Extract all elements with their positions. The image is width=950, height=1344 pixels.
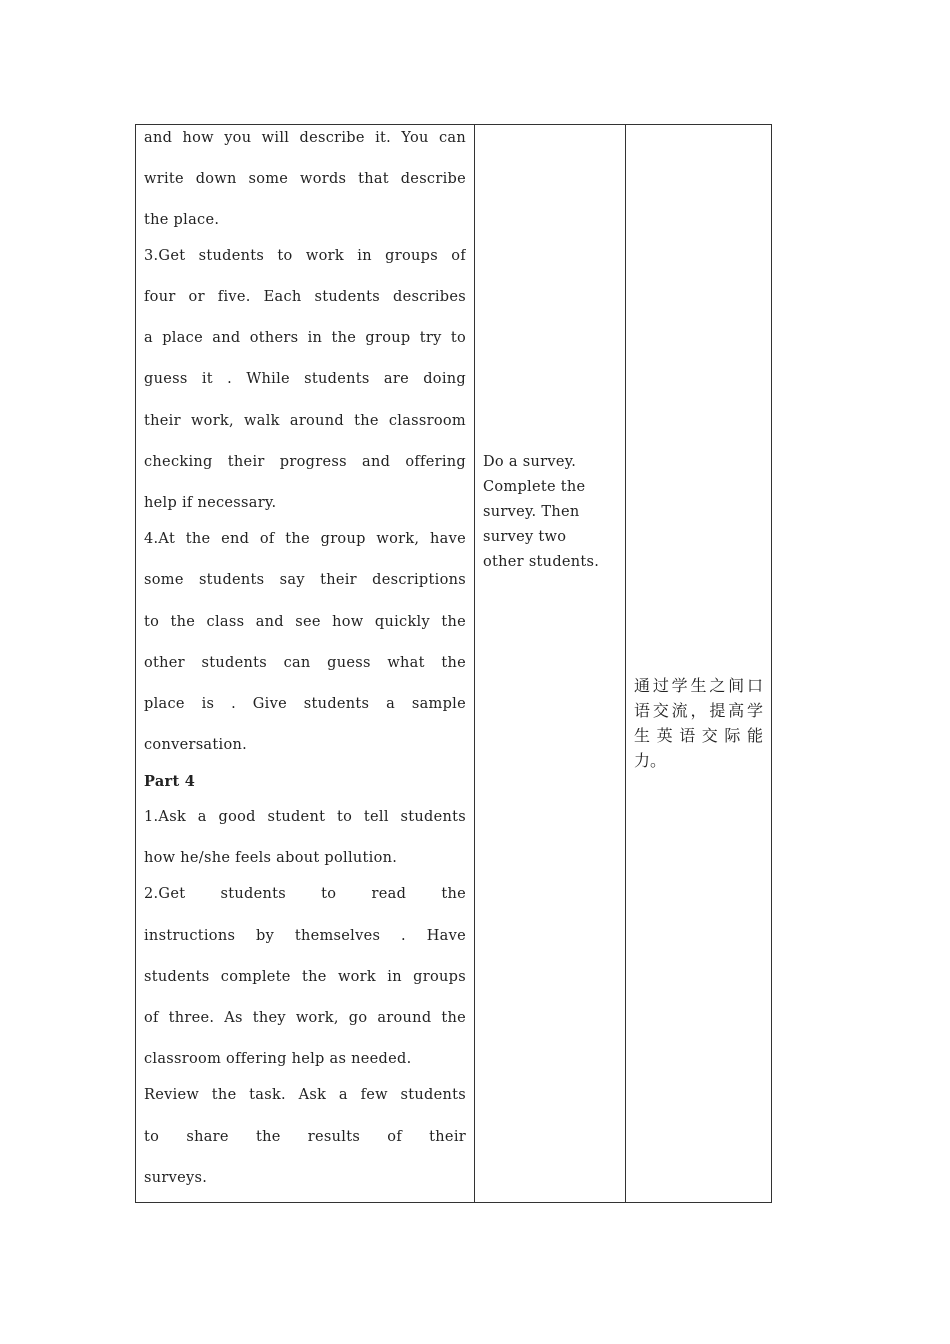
student-activity-column — [483, 450, 619, 575]
text-line: write down some words that describe — [144, 171, 466, 187]
column-divider-2 — [625, 125, 626, 1202]
purpose-column — [634, 673, 764, 773]
text-line: the place. — [144, 212, 220, 228]
text-line: conversation. — [144, 737, 248, 753]
section-heading: Part 4 — [144, 773, 196, 790]
text-line: 力。 — [634, 751, 667, 770]
text-line: and how you will describe it. You can — [144, 130, 466, 146]
text-line: students complete the work in groups — [144, 969, 466, 985]
text-line: guess it . While students are doing — [144, 371, 466, 387]
text-line: survey. Then — [483, 504, 580, 520]
text-line: 4.At the end of the group work, have — [144, 531, 466, 547]
text-line: Complete the — [483, 479, 586, 495]
text-line: Do a survey. — [483, 454, 577, 470]
text-line: some students say their descriptions — [144, 572, 466, 588]
text-line: 1.Ask a good student to tell students — [144, 809, 466, 825]
text-line: other students. — [483, 554, 600, 570]
text-line: survey two — [483, 529, 567, 545]
text-line: their work, walk around the classroom — [144, 413, 466, 429]
text-line: 语交流，提高学 — [634, 701, 763, 720]
text-line: instructions by themselves . Have — [144, 928, 466, 944]
text-line: checking their progress and offering — [144, 454, 466, 470]
text-line: of three. As they work, go around the — [144, 1010, 466, 1026]
text-line: four or five. Each students describes — [144, 289, 466, 305]
column-divider-1 — [474, 125, 475, 1202]
text-line: 通过学生之间口 — [634, 676, 763, 695]
text-line: to share the results of their — [144, 1129, 466, 1145]
text-line: place is . Give students a sample — [144, 696, 466, 712]
text-line: 2.Get students to read the — [144, 886, 466, 902]
text-line: to the class and see how quickly the — [144, 614, 466, 630]
text-line: help if necessary. — [144, 495, 277, 511]
text-line: how he/she feels about pollution. — [144, 850, 398, 866]
text-line: 生英语交际能 — [634, 726, 763, 745]
text-line: other students can guess what the — [144, 655, 466, 671]
text-line: Review the task. Ask a few students — [144, 1087, 466, 1103]
text-line: a place and others in the group try to — [144, 330, 466, 346]
text-line: surveys. — [144, 1170, 208, 1186]
text-line: 3.Get students to work in groups of — [144, 248, 466, 264]
text-line: classroom offering help as needed. — [144, 1051, 412, 1067]
